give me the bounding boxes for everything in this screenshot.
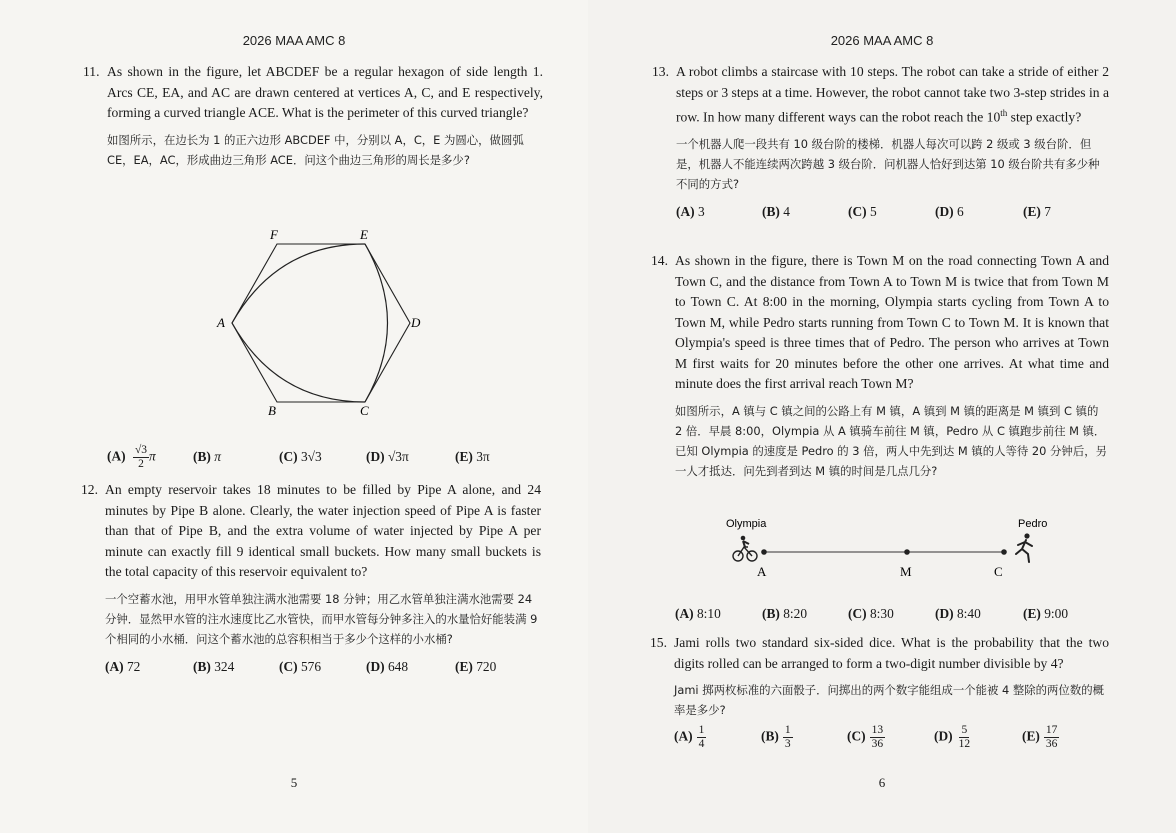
page-number: 6 xyxy=(878,775,886,790)
problem-number: 13. xyxy=(652,64,669,79)
hexagon-figure xyxy=(214,226,421,426)
problem-chinese-text: Jami 掷两枚标准的六面骰子．问掷出的两个数字能组成一个能被 4 整除的两位数的概率是多少? xyxy=(674,683,1104,717)
fraction: $\frac{√3}{2}$ xyxy=(134,444,148,470)
choice-b[interactable]: (B) 4 xyxy=(762,204,790,220)
town-label-m: M xyxy=(900,564,912,579)
choice-e[interactable]: (E) $\frac{17}{36}$ xyxy=(1022,724,1058,750)
choice-b[interactable]: (B) π xyxy=(193,449,221,464)
choice-b[interactable]: (B) 324 xyxy=(193,658,235,674)
vertex-label-b: B xyxy=(268,403,276,418)
choice-a[interactable]: (A) 3 xyxy=(676,204,705,220)
problem-number: 11. xyxy=(83,64,100,79)
problem-15-choices xyxy=(674,724,1109,758)
road-diagram xyxy=(724,514,1054,580)
vertex-label-c: C xyxy=(360,403,369,418)
town-label-a: A xyxy=(757,564,767,579)
problem-11 xyxy=(83,62,543,170)
problem-english-text: Jami rolls two standard six-sided dice. What is the probability that the two digits rolled can be arranged to form a two-digit number divisible by 4? xyxy=(674,635,1109,671)
problem-number: 12. xyxy=(81,482,98,497)
arc-ce xyxy=(365,244,388,402)
point-c xyxy=(1001,549,1007,555)
problem-number: 14. xyxy=(651,253,668,268)
hexagon-outline xyxy=(232,244,410,402)
vertex-label-e: E xyxy=(360,227,368,242)
choice-b[interactable]: (B) 8:20 xyxy=(762,606,808,621)
right-page xyxy=(588,0,1176,833)
problem-english-text: As shown in the figure, let ABCDEF be a regular hexagon of side length 1. Arcs CE, EA, and AC are drawn centered at vertices A, C, and E respectively, forming a curved triangle ACE. What is the perimeter of this curved triangle? xyxy=(107,64,543,120)
problem-chinese-text: 一个空蓄水池，用甲水管单独注满水池需要 18 分钟；用乙水管单独注满水池需要 24 分钟．显然甲水管的注水速度比乙水管快，而甲水管每分钟多注入的水量恰好能装满 9 个相同的小水桶．问这个蓄水池的总容积相当于多少个这样的小水桶? xyxy=(105,591,538,646)
town-label-c: C xyxy=(994,564,1003,579)
problem-12-choices xyxy=(105,657,541,685)
vertex-label-f: F xyxy=(270,227,278,242)
problem-english-text: An empty reservoir takes 18 minutes to be filled by Pipe A alone, and 24 minutes by Pipe B alone. Clearly, the water injection speed of Pipe A is faster than that of Pipe B, and the extra volume of water injected by Pipe A per minute can exactly fill 9 identical small buckets. How many small buckets is the total capacity of this reservoir equivalent to? xyxy=(105,482,541,579)
choice-b[interactable]: (B) $\frac{1}{3}$ xyxy=(761,724,791,750)
choice-d[interactable]: (D) 6 xyxy=(935,204,964,220)
choice-a[interactable]: (A) 72 xyxy=(105,658,141,674)
olympia-label: Olympia xyxy=(726,518,767,530)
choice-e[interactable]: (E) 9:00 xyxy=(1023,606,1069,621)
choice-c[interactable]: (C) 576 xyxy=(279,658,322,674)
problem-english-text: As shown in the figure, there is Town M on the road connecting Town A and Town C, and the distance from Town A to Town M is twice that from Town M to Town C. At 8:00 in the morning, Olympia starts cycling from Town A to Town M, while Pedro starts running from Town C to Town M. It is known that Olympia's speed is three times that of Pedro. The person who arrives at Town M first waits for 20 minutes before the other one arrives. At what time and minute does the first arrival reach Town M? xyxy=(675,253,1109,391)
arc-ac xyxy=(232,323,365,402)
runner-icon xyxy=(1016,533,1032,562)
point-m xyxy=(904,549,910,555)
choice-d[interactable]: (D) $\frac{5}{12}$ xyxy=(934,724,971,750)
choice-d[interactable]: (D) 648 xyxy=(366,658,409,674)
problem-14 xyxy=(651,251,1109,481)
problem-15 xyxy=(650,633,1109,758)
problem-13 xyxy=(652,62,1109,230)
choice-a[interactable]: (A) 8:10 xyxy=(675,606,721,621)
cyclist-icon xyxy=(733,536,757,561)
vertex-label-d: D xyxy=(411,315,421,330)
pedro-label: Pedro xyxy=(1018,518,1048,530)
choice-e[interactable]: (E) 7 xyxy=(1023,204,1051,220)
problem-number: 15. xyxy=(650,635,667,650)
choice-c[interactable]: (C) 8:30 xyxy=(848,606,894,621)
problem-english-text: A robot climbs a staircase with 10 steps. The robot can take a stride of either 2 steps or 3 steps at a time. However, the robot cannot take two 3-step strides in a row. In how many different ways can the robot reach the 10th step exactly? xyxy=(676,64,1109,125)
choice-d[interactable]: (D) √3π xyxy=(366,449,409,464)
problem-12 xyxy=(81,480,541,685)
page-number: 5 xyxy=(290,775,298,790)
problem-11-choices xyxy=(107,444,543,472)
choice-e[interactable]: (E) 720 xyxy=(455,658,497,674)
problem-14-choices xyxy=(675,606,1109,634)
problem-13-choices xyxy=(676,202,1109,230)
choice-a[interactable]: (A) $\frac{√3}{2}$ π xyxy=(107,444,156,470)
arc-ea xyxy=(232,244,365,323)
problem-chinese-text: 一个机器人爬一段共有 10 级台阶的楼梯．机器人每次可以跨 2 级或 3 级台阶．但是，机器人不能连续两次跨越 3 级台阶．问机器人恰好到达第 10 级台阶共有多少种不同的方式? xyxy=(676,137,1100,192)
page-header: 2026 MAA AMC 8 xyxy=(830,33,934,48)
choice-c[interactable]: (C) 5 xyxy=(848,204,877,220)
page-header: 2026 MAA AMC 8 xyxy=(242,33,346,48)
choice-c[interactable]: (C) 3√3 xyxy=(279,449,322,464)
choice-d[interactable]: (D) 8:40 xyxy=(935,606,981,621)
vertex-label-a: A xyxy=(217,315,225,330)
choice-e[interactable]: (E) 3π xyxy=(455,449,490,464)
problem-chinese-text: 如图所示，A 镇与 C 镇之间的公路上有 M 镇，A 镇到 M 镇的距离是 M 镇到 C 镇的 2 倍．早晨 8:00，Olympia 从 A 镇骑车前往 M 镇，Pedro 从 C 镇跑步前往 M 镇．已知 Olympia 的速度是 Pedro 的 3 倍，两人中先到达 M 镇的人等待 20 分钟后，另一人才抵达．问先到者到达 M 镇的时间是几点几分? xyxy=(675,403,1107,478)
point-a xyxy=(761,549,767,555)
choice-a[interactable]: (A) $\frac{1}{4}$ xyxy=(674,724,705,750)
road-figure xyxy=(724,514,1054,585)
problem-chinese-text: 如图所示，在边长为 1 的正六边形 ABCDEF 中，分别以 A，C，E 为圆心，做圆弧 CE，EA，AC，形成曲边三角形 ACE．问这个曲边三角形的周长是多少? xyxy=(107,132,524,167)
choice-c[interactable]: (C) $\frac{13}{36}$ xyxy=(847,724,884,750)
hexagon-diagram xyxy=(214,226,421,421)
